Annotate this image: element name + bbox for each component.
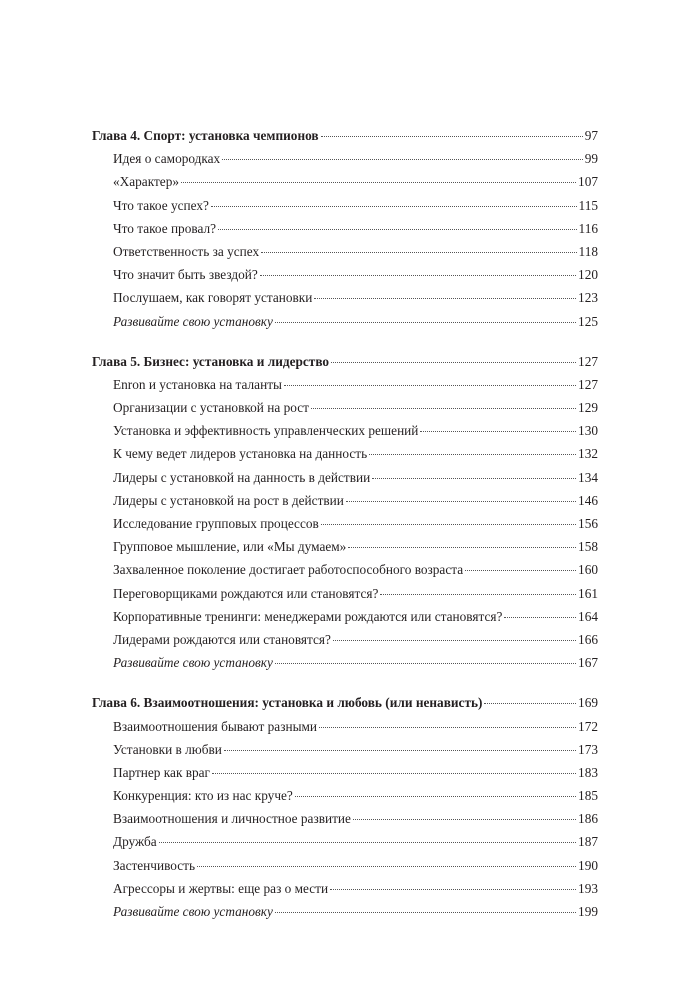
chapter-title: Глава 5. Бизнес: установка и лидерство bbox=[92, 353, 330, 369]
dot-leader bbox=[353, 819, 576, 820]
toc-entry[interactable] bbox=[92, 240, 598, 263]
toc-entry[interactable] bbox=[92, 194, 598, 217]
page-number: 99 bbox=[584, 151, 598, 167]
page-number: 199 bbox=[578, 904, 598, 919]
page-number: 161 bbox=[578, 585, 598, 601]
dot-leader bbox=[333, 640, 576, 641]
entry-title: Лидеры с установкой на данность в действии bbox=[113, 469, 371, 485]
toc-entry[interactable] bbox=[92, 217, 598, 240]
dot-leader bbox=[211, 206, 577, 207]
toc-entry[interactable] bbox=[92, 830, 598, 853]
entry-title: Ответственность за успех bbox=[113, 243, 260, 259]
page-number: 164 bbox=[578, 608, 598, 624]
entry-title: Конкуренция: кто из нас круче? bbox=[113, 788, 293, 804]
page-number: 156 bbox=[578, 516, 598, 531]
dot-leader bbox=[504, 617, 576, 618]
dot-leader bbox=[311, 408, 576, 409]
page-number: 134 bbox=[578, 469, 598, 485]
page-number: 193 bbox=[578, 880, 598, 896]
toc-entry-exercise[interactable] bbox=[92, 900, 598, 923]
entry-title: Что такое провал? bbox=[113, 220, 217, 236]
dot-leader bbox=[222, 159, 583, 160]
entry-title: Групповое мышление, или «Мы думаем» bbox=[113, 539, 347, 555]
toc-entry[interactable] bbox=[92, 419, 598, 442]
entry-title: Лидеры с установкой на рост в действии bbox=[113, 492, 344, 508]
toc-entry[interactable] bbox=[92, 489, 598, 512]
toc-entry[interactable] bbox=[92, 373, 598, 396]
chapter-title: Глава 6. Взаимоотношения: установка и любовь (или ненависть) bbox=[92, 695, 483, 711]
chapter-6 bbox=[92, 691, 598, 923]
entry-title: Корпоративные тренинги: менеджерами рождаются или становятся? bbox=[113, 608, 503, 624]
dot-leader bbox=[380, 594, 576, 595]
entry-title: Дружба bbox=[113, 834, 157, 850]
page-number: 190 bbox=[578, 857, 598, 873]
entry-title: Лидерами рождаются или становятся? bbox=[113, 631, 331, 647]
entry-title: Переговорщиками рождаются или становятся? bbox=[113, 585, 379, 601]
page-number: 146 bbox=[578, 492, 598, 508]
dot-leader bbox=[218, 229, 577, 230]
page-number: 187 bbox=[578, 834, 598, 850]
entry-title: Послушаем, как говорят установки bbox=[113, 290, 313, 306]
dot-leader bbox=[261, 252, 576, 253]
toc-entry[interactable] bbox=[92, 442, 598, 465]
entry-title: Установка и эффективность управленческих решений bbox=[113, 423, 419, 439]
dot-leader bbox=[314, 298, 576, 299]
toc-entry[interactable] bbox=[92, 558, 598, 581]
toc-entry[interactable] bbox=[92, 535, 598, 558]
dot-leader bbox=[181, 182, 576, 183]
entry-title: Застенчивость bbox=[113, 857, 196, 873]
chapter-title: Глава 4. Спорт: установка чемпионов bbox=[92, 128, 319, 143]
chapter-heading[interactable] bbox=[92, 691, 598, 714]
page-number: 97 bbox=[584, 128, 598, 143]
dot-leader bbox=[275, 322, 576, 323]
dot-leader bbox=[284, 385, 576, 386]
chapter-4 bbox=[92, 124, 598, 333]
dot-leader bbox=[260, 275, 576, 276]
page-number: 125 bbox=[578, 313, 598, 329]
toc-entry[interactable] bbox=[92, 512, 598, 535]
toc-entry[interactable] bbox=[92, 466, 598, 489]
entry-title: К чему ведет лидеров установка на данность bbox=[113, 446, 368, 462]
entry-title: Идея о самородках bbox=[113, 151, 221, 167]
page-number: 115 bbox=[578, 197, 598, 213]
page-number: 173 bbox=[578, 741, 598, 757]
dot-leader bbox=[224, 750, 576, 751]
page-number: 185 bbox=[578, 788, 598, 804]
page-number: 116 bbox=[578, 220, 598, 236]
dot-leader bbox=[330, 889, 576, 890]
entry-title: Развивайте свою установку bbox=[113, 655, 273, 671]
toc-entry-exercise[interactable] bbox=[92, 310, 598, 333]
toc-entry[interactable] bbox=[92, 715, 598, 738]
dot-leader bbox=[484, 703, 576, 704]
entry-title: Что значит быть звездой? bbox=[113, 267, 258, 283]
toc-entry[interactable] bbox=[92, 147, 598, 170]
entry-title: Развивайте свою установку bbox=[113, 313, 273, 329]
dot-leader bbox=[321, 524, 576, 525]
dot-leader bbox=[321, 136, 583, 137]
page-number: 160 bbox=[578, 562, 598, 578]
entry-title: Enron и установка на таланты bbox=[113, 376, 282, 392]
page-number: 169 bbox=[578, 695, 598, 711]
entry-title: Партнер как враг bbox=[113, 764, 211, 780]
dot-leader bbox=[369, 454, 576, 455]
dot-leader bbox=[295, 796, 576, 797]
page-number: 183 bbox=[578, 764, 598, 780]
toc-entry[interactable] bbox=[92, 738, 598, 761]
page-number: 118 bbox=[578, 243, 598, 259]
chapter-5 bbox=[92, 350, 598, 675]
entry-title: Организации с установкой на рост bbox=[113, 400, 309, 416]
page-number: 129 bbox=[578, 400, 598, 416]
toc-entry[interactable] bbox=[92, 784, 598, 807]
entry-title: Взаимоотношения бывают разными bbox=[113, 718, 318, 734]
toc-entry[interactable] bbox=[92, 854, 598, 877]
page-number: 130 bbox=[578, 423, 598, 439]
entry-title: Развивайте свою установку bbox=[113, 904, 273, 919]
page-number: 107 bbox=[578, 174, 598, 190]
page-number: 127 bbox=[578, 376, 598, 392]
dot-leader bbox=[346, 501, 576, 502]
dot-leader bbox=[319, 727, 576, 728]
entry-title: Что такое успех? bbox=[113, 197, 209, 213]
page-number: 123 bbox=[578, 290, 598, 306]
entry-title: Взаимоотношения и личностное развитие bbox=[113, 811, 351, 827]
page-number: 166 bbox=[578, 631, 598, 647]
dot-leader bbox=[159, 842, 576, 843]
dot-leader bbox=[348, 547, 576, 548]
page-number: 127 bbox=[578, 353, 598, 369]
toc-entry[interactable] bbox=[92, 628, 598, 651]
page-number: 172 bbox=[578, 718, 598, 734]
page-number: 120 bbox=[578, 267, 598, 283]
dot-leader bbox=[197, 866, 576, 867]
toc-entry[interactable] bbox=[92, 605, 598, 628]
toc-entry[interactable] bbox=[92, 761, 598, 784]
page-number: 186 bbox=[578, 811, 598, 827]
entry-title: Установки в любви bbox=[113, 741, 222, 757]
toc-entry[interactable] bbox=[92, 396, 598, 419]
entry-title: «Характер» bbox=[113, 174, 179, 190]
entry-title: Исследование групповых процессов bbox=[113, 516, 319, 531]
toc-entry[interactable] bbox=[92, 807, 598, 830]
page-number: 132 bbox=[578, 446, 598, 462]
table-of-contents bbox=[92, 124, 598, 940]
dot-leader bbox=[212, 773, 576, 774]
page-number: 158 bbox=[578, 539, 598, 555]
chapter-heading[interactable] bbox=[92, 350, 598, 373]
dot-leader bbox=[420, 431, 576, 432]
toc-entry[interactable] bbox=[92, 582, 598, 605]
dot-leader bbox=[331, 362, 576, 363]
toc-entry[interactable] bbox=[92, 877, 598, 900]
dot-leader bbox=[465, 570, 576, 571]
dot-leader bbox=[275, 663, 576, 664]
toc-entry-exercise[interactable] bbox=[92, 651, 598, 674]
entry-title: Агрессоры и жертвы: еще раз о мести bbox=[113, 880, 329, 896]
page-number: 167 bbox=[578, 655, 598, 671]
toc-entry[interactable] bbox=[92, 263, 598, 286]
entry-title: Захваленное поколение достигает работоспособного возраста bbox=[113, 562, 464, 578]
toc-entry[interactable] bbox=[92, 286, 598, 309]
dot-leader bbox=[372, 478, 576, 479]
dot-leader bbox=[275, 912, 576, 913]
chapter-heading[interactable] bbox=[92, 124, 598, 147]
toc-entry[interactable] bbox=[92, 170, 598, 193]
